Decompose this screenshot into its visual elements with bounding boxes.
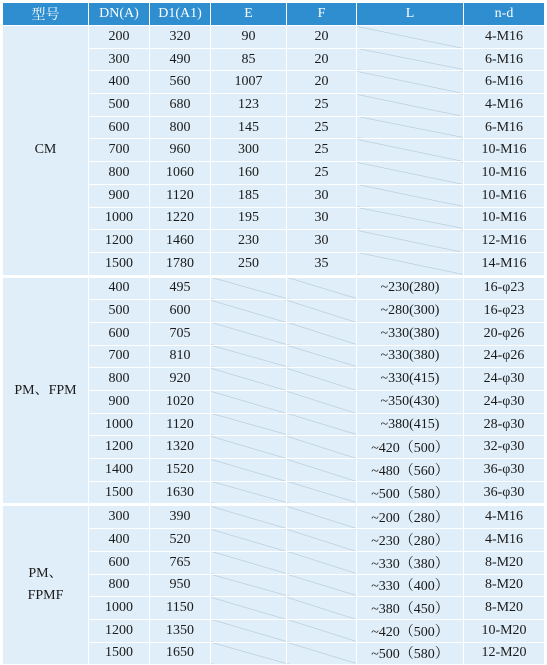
- table-row: [3, 276, 545, 300]
- f-blank-cell: [287, 276, 357, 300]
- f-blank-cell: [287, 436, 357, 459]
- dn-cell: 1500: [89, 642, 150, 665]
- l-cell: ~200（280）: [357, 505, 464, 529]
- e-blank-cell: [211, 345, 287, 368]
- dn-cell: 600: [89, 551, 150, 574]
- nd-cell: 28-φ30: [464, 413, 545, 436]
- e-blank-cell: [211, 642, 287, 665]
- f-cell: 20: [287, 71, 357, 94]
- dn-cell: 200: [89, 26, 150, 49]
- dn-cell: 700: [89, 139, 150, 162]
- l-cell: ~230(280): [357, 276, 464, 300]
- table-row: [3, 505, 545, 529]
- dn-cell: 400: [89, 529, 150, 552]
- dn-cell: 800: [89, 162, 150, 185]
- nd-cell: 4-M16: [464, 26, 545, 49]
- d1-cell: 765: [150, 551, 211, 574]
- dn-cell: 800: [89, 574, 150, 597]
- dn-cell: 1000: [89, 207, 150, 230]
- e-cell: 230: [211, 230, 287, 253]
- l-cell: ~330(380): [357, 322, 464, 345]
- d1-cell: 1630: [150, 481, 211, 505]
- f-blank-cell: [287, 391, 357, 414]
- f-blank-cell: [287, 597, 357, 620]
- d1-cell: 320: [150, 26, 211, 49]
- l-cell: ~330（400）: [357, 574, 464, 597]
- l-cell: ~500（580）: [357, 642, 464, 665]
- d1-cell: 810: [150, 345, 211, 368]
- nd-cell: 10-M16: [464, 139, 545, 162]
- nd-cell: 10-M16: [464, 207, 545, 230]
- f-blank-cell: [287, 481, 357, 505]
- e-blank-cell: [211, 391, 287, 414]
- dn-cell: 400: [89, 276, 150, 300]
- l-cell: ~420（500）: [357, 436, 464, 459]
- e-blank-cell: [211, 300, 287, 323]
- nd-cell: 16-φ23: [464, 300, 545, 323]
- l-blank-cell: [357, 184, 464, 207]
- e-blank-cell: [211, 368, 287, 391]
- nd-cell: 6-M16: [464, 71, 545, 94]
- e-cell: 85: [211, 48, 287, 71]
- d1-cell: 1320: [150, 436, 211, 459]
- f-cell: 25: [287, 116, 357, 139]
- nd-cell: 4-M16: [464, 529, 545, 552]
- dn-cell: 1500: [89, 481, 150, 505]
- dn-cell: 500: [89, 94, 150, 117]
- d1-cell: 1020: [150, 391, 211, 414]
- nd-cell: 24-φ26: [464, 345, 545, 368]
- dn-cell: 400: [89, 71, 150, 94]
- dn-cell: 1200: [89, 436, 150, 459]
- e-blank-cell: [211, 597, 287, 620]
- f-cell: 25: [287, 139, 357, 162]
- l-blank-cell: [357, 207, 464, 230]
- dn-cell: 900: [89, 184, 150, 207]
- d1-cell: 705: [150, 322, 211, 345]
- l-blank-cell: [357, 116, 464, 139]
- d1-cell: 1650: [150, 642, 211, 665]
- d1-cell: 1350: [150, 619, 211, 642]
- l-blank-cell: [357, 230, 464, 253]
- dn-cell: 1400: [89, 459, 150, 482]
- nd-cell: 8-M20: [464, 574, 545, 597]
- nd-cell: 32-φ30: [464, 436, 545, 459]
- nd-cell: 6-M16: [464, 48, 545, 71]
- l-blank-cell: [357, 139, 464, 162]
- d1-cell: 520: [150, 529, 211, 552]
- e-cell: 160: [211, 162, 287, 185]
- l-cell: ~420（500）: [357, 619, 464, 642]
- d1-cell: 1120: [150, 184, 211, 207]
- nd-cell: 24-φ30: [464, 391, 545, 414]
- header-nd: n-d: [464, 3, 545, 26]
- header-d1: D1(A1): [150, 3, 211, 26]
- nd-cell: 12-M20: [464, 642, 545, 665]
- d1-cell: 1060: [150, 162, 211, 185]
- f-blank-cell: [287, 345, 357, 368]
- dn-cell: 1500: [89, 252, 150, 276]
- f-blank-cell: [287, 300, 357, 323]
- nd-cell: 6-M16: [464, 116, 545, 139]
- e-blank-cell: [211, 551, 287, 574]
- header-row: [3, 3, 545, 26]
- d1-cell: 680: [150, 94, 211, 117]
- d1-cell: 600: [150, 300, 211, 323]
- nd-cell: 14-M16: [464, 252, 545, 276]
- e-cell: 123: [211, 94, 287, 117]
- e-blank-cell: [211, 505, 287, 529]
- l-blank-cell: [357, 71, 464, 94]
- d1-cell: 1120: [150, 413, 211, 436]
- l-cell: ~330(380): [357, 345, 464, 368]
- e-blank-cell: [211, 413, 287, 436]
- d1-cell: 560: [150, 71, 211, 94]
- l-cell: ~480（560）: [357, 459, 464, 482]
- l-blank-cell: [357, 48, 464, 71]
- model-cell: PM、 FPMF: [3, 505, 89, 665]
- nd-cell: 4-M16: [464, 505, 545, 529]
- e-blank-cell: [211, 459, 287, 482]
- l-cell: ~330(415): [357, 368, 464, 391]
- nd-cell: 36-φ30: [464, 481, 545, 505]
- f-blank-cell: [287, 642, 357, 665]
- nd-cell: 4-M16: [464, 94, 545, 117]
- l-cell: ~280(300): [357, 300, 464, 323]
- nd-cell: 8-M20: [464, 551, 545, 574]
- e-blank-cell: [211, 529, 287, 552]
- dn-cell: 1000: [89, 597, 150, 620]
- d1-cell: 1780: [150, 252, 211, 276]
- dn-cell: 600: [89, 116, 150, 139]
- l-cell: ~380（450）: [357, 597, 464, 620]
- l-cell: ~500（580）: [357, 481, 464, 505]
- f-cell: 35: [287, 252, 357, 276]
- f-blank-cell: [287, 505, 357, 529]
- d1-cell: 960: [150, 139, 211, 162]
- spec-table: [2, 2, 545, 665]
- f-cell: 20: [287, 26, 357, 49]
- l-cell: ~230（280）: [357, 529, 464, 552]
- nd-cell: 10-M16: [464, 162, 545, 185]
- header-l: L: [357, 3, 464, 26]
- l-blank-cell: [357, 162, 464, 185]
- nd-cell: 12-M16: [464, 230, 545, 253]
- table-body: [3, 26, 545, 665]
- e-blank-cell: [211, 322, 287, 345]
- l-blank-cell: [357, 252, 464, 276]
- e-cell: 90: [211, 26, 287, 49]
- d1-cell: 1220: [150, 207, 211, 230]
- f-cell: 20: [287, 48, 357, 71]
- e-cell: 1007: [211, 71, 287, 94]
- d1-cell: 920: [150, 368, 211, 391]
- nd-cell: 8-M20: [464, 597, 545, 620]
- dn-cell: 1000: [89, 413, 150, 436]
- model-cell: PM、FPM: [3, 276, 89, 505]
- header-dn: DN(A): [89, 3, 150, 26]
- e-cell: 250: [211, 252, 287, 276]
- header-e: E: [211, 3, 287, 26]
- e-cell: 195: [211, 207, 287, 230]
- l-blank-cell: [357, 26, 464, 49]
- f-blank-cell: [287, 368, 357, 391]
- e-cell: 145: [211, 116, 287, 139]
- dn-cell: 1200: [89, 230, 150, 253]
- dn-cell: 700: [89, 345, 150, 368]
- nd-cell: 20-φ26: [464, 322, 545, 345]
- e-blank-cell: [211, 574, 287, 597]
- dn-cell: 500: [89, 300, 150, 323]
- model-cell: CM: [3, 26, 89, 277]
- f-blank-cell: [287, 529, 357, 552]
- l-cell: ~380(415): [357, 413, 464, 436]
- header-model: 型号: [3, 3, 89, 26]
- d1-cell: 1520: [150, 459, 211, 482]
- dn-cell: 300: [89, 505, 150, 529]
- f-cell: 30: [287, 207, 357, 230]
- dn-cell: 600: [89, 322, 150, 345]
- l-cell: ~330（380）: [357, 551, 464, 574]
- dn-cell: 800: [89, 368, 150, 391]
- d1-cell: 800: [150, 116, 211, 139]
- nd-cell: 36-φ30: [464, 459, 545, 482]
- nd-cell: 16-φ23: [464, 276, 545, 300]
- e-blank-cell: [211, 481, 287, 505]
- e-blank-cell: [211, 276, 287, 300]
- d1-cell: 495: [150, 276, 211, 300]
- d1-cell: 1460: [150, 230, 211, 253]
- nd-cell: 24-φ30: [464, 368, 545, 391]
- dn-cell: 900: [89, 391, 150, 414]
- f-blank-cell: [287, 322, 357, 345]
- f-cell: 30: [287, 230, 357, 253]
- f-blank-cell: [287, 551, 357, 574]
- dn-cell: 1200: [89, 619, 150, 642]
- f-blank-cell: [287, 459, 357, 482]
- f-blank-cell: [287, 413, 357, 436]
- e-blank-cell: [211, 436, 287, 459]
- d1-cell: 950: [150, 574, 211, 597]
- dn-cell: 300: [89, 48, 150, 71]
- table-row: [3, 26, 545, 49]
- f-blank-cell: [287, 619, 357, 642]
- d1-cell: 390: [150, 505, 211, 529]
- f-blank-cell: [287, 574, 357, 597]
- d1-cell: 490: [150, 48, 211, 71]
- f-cell: 25: [287, 94, 357, 117]
- header-f: F: [287, 3, 357, 26]
- f-cell: 25: [287, 162, 357, 185]
- d1-cell: 1150: [150, 597, 211, 620]
- nd-cell: 10-M20: [464, 619, 545, 642]
- e-cell: 185: [211, 184, 287, 207]
- nd-cell: 10-M16: [464, 184, 545, 207]
- l-cell: ~350(430): [357, 391, 464, 414]
- f-cell: 30: [287, 184, 357, 207]
- e-blank-cell: [211, 619, 287, 642]
- l-blank-cell: [357, 94, 464, 117]
- e-cell: 300: [211, 139, 287, 162]
